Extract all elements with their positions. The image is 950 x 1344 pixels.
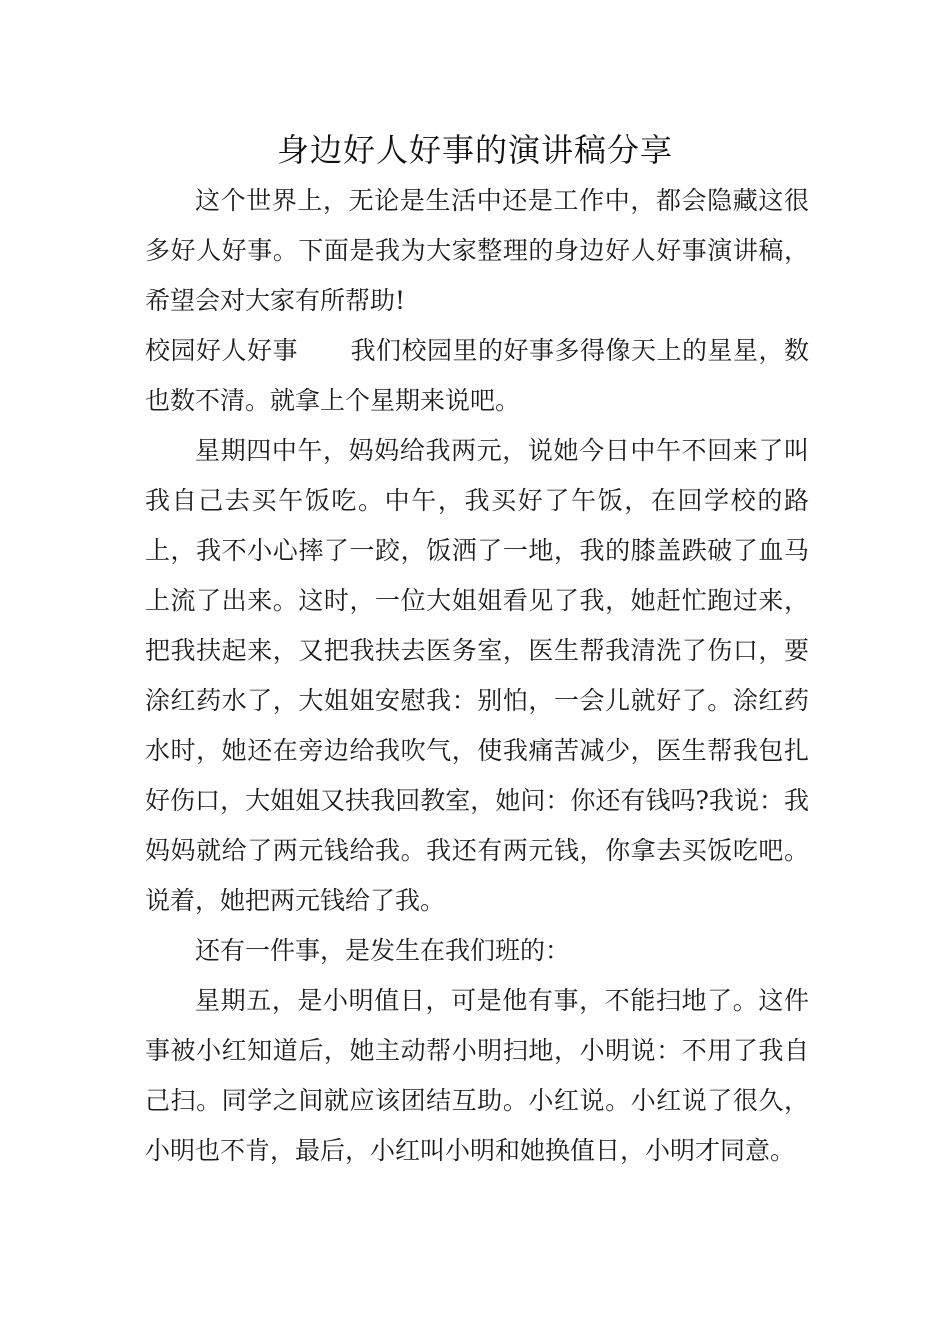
document-body [145, 176, 809, 1176]
document-title: 身边好人好事的演讲稿分享 [276, 131, 673, 169]
section-heading: 校园好人好事 [145, 336, 298, 365]
intro-paragraph: 这个世界上，无论是生活中还是工作中，都会隐藏这很多好人好事。下面是我为大家整理的身边好人好事演讲稿，希望会对大家有所帮助! [145, 186, 809, 315]
story-paragraph-3: 星期五，是小明值日，可是他有事，不能扫地了。这件事被小红知道后，她主动帮小明扫地，小明说：不用了我自己扫。同学之间就应该团结互助。小红说。小红说了很久，小明也不肯，最后，小红叫小明和她换值日，小明才同意。 [145, 986, 809, 1165]
story-paragraph-1: 星期四中午，妈妈给我两元，说她今日中午不回来了叫我自己去买午饭吃。中午，我买好了午饭，在回学校的路上，我不小心摔了一跤，饭洒了一地，我的膝盖跌破了血马上流了出来。这时，一位大姐姐看见了我，她赶忙跑过来，把我扶起来，又把我扶去医务室，医生帮我清洗了伤口，要涂红药水了，大姐姐安慰我：别怕，一会儿就好了。涂红药水时，她还在旁边给我吹气，使我痛苦减少，医生帮我包扎好伤口，大姐姐又扶我回教室，她问：你还有钱吗?我说：我妈妈就给了两元钱给我。我还有两元钱，你拿去买饭吃吧。说着，她把两元钱给了我。 [145, 436, 809, 915]
section-first-paragraph: 我们校园里的好事多得像天上的星星，数也数不清。就拿上个星期来说吧。 [145, 336, 809, 415]
story-paragraph-2: 还有一件事，是发生在我们班的： [195, 936, 571, 965]
section-paragraph [145, 326, 809, 426]
